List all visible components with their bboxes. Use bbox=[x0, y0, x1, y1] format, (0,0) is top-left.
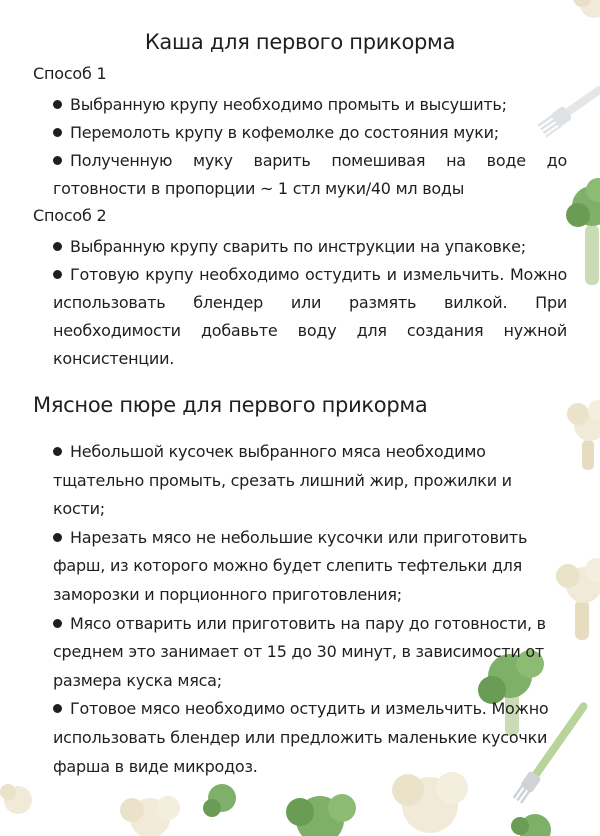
list-item: Небольшой кусочек выбранного мяса необходимо тщательно промыть, срезать лишний жир, прожилки и кости; bbox=[53, 442, 512, 519]
meat-title: Мясное пюре для первого прикорма bbox=[33, 393, 428, 417]
list-item: Мясо отварить или приготовить на пару до готовности, в среднем это занимает от 15 до 30 минут, в зависимости от размера куска мяса; bbox=[53, 613, 546, 690]
list-item: Полученную муку варить помешивая на воде до готовности в пропорции ~ 1 стл муки/40 мл воды bbox=[53, 151, 567, 198]
bullet-icon bbox=[53, 704, 62, 713]
method1-label: Способ 1 bbox=[33, 64, 107, 83]
method1-list bbox=[53, 91, 567, 203]
bullet-icon bbox=[53, 533, 62, 542]
bullet-icon bbox=[53, 270, 62, 279]
bullet-icon bbox=[53, 156, 62, 165]
method2-label: Способ 2 bbox=[33, 206, 107, 225]
list-item: Готовое мясо необходимо остудить и измельчить. Можно использовать блендер или предложить маленькие кусочки фарша в виде микродоз. bbox=[53, 699, 549, 776]
list-item: Выбранную крупу сварить по инструкции на упаковке; bbox=[53, 233, 567, 261]
bullet-icon bbox=[53, 619, 62, 628]
list-item: Готовую крупу необходимо остудить и измельчить. Можно использовать блендер или размять вилкой. При необходимости добавьте воду для создания нужной консистенции. bbox=[53, 265, 567, 368]
method2-list bbox=[53, 233, 567, 373]
bullet-icon bbox=[53, 447, 62, 456]
list-item: Нарезать мясо не небольшие кусочки или приготовить фарш, из которого можно будет слепить тефтельки для заморозки и порционного приготовления; bbox=[53, 527, 528, 604]
list-item: Перемолоть крупу в кофемолке до состояния муки; bbox=[53, 119, 567, 147]
list-item: Выбранную крупу необходимо промыть и высушить; bbox=[53, 91, 567, 119]
bullet-icon bbox=[53, 128, 62, 137]
meat-list bbox=[53, 438, 553, 781]
bullet-icon bbox=[53, 242, 62, 251]
bullet-icon bbox=[53, 100, 62, 109]
porridge-title: Каша для первого прикорма bbox=[144, 30, 456, 54]
